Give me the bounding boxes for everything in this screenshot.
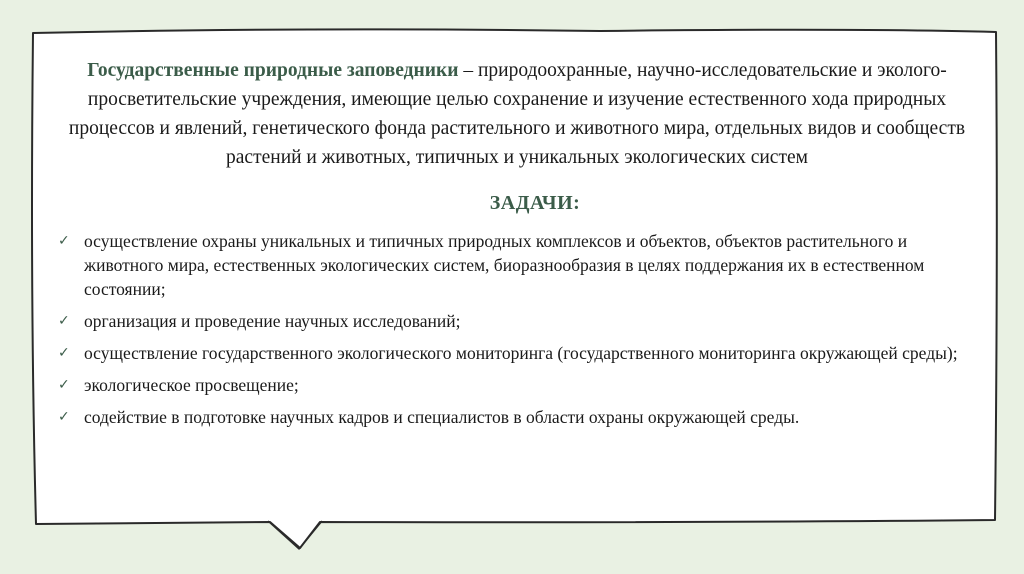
definition-term: Государственные природные заповедники	[87, 60, 459, 81]
task-item	[40, 229, 980, 301]
check-icon: ✓	[58, 377, 70, 393]
task-item	[40, 309, 980, 333]
check-icon: ✓	[58, 409, 70, 425]
check-icon: ✓	[58, 233, 70, 249]
task-text: содействие в подготовке научных кадров и специалистов в области охраны окружающей среды.	[84, 407, 800, 427]
task-item	[40, 341, 980, 365]
check-icon: ✓	[58, 313, 70, 329]
slide-content	[40, 56, 980, 437]
task-item	[40, 405, 980, 429]
check-icon: ✓	[58, 345, 70, 361]
task-item	[40, 373, 980, 397]
definition-paragraph	[62, 56, 972, 172]
definition-text: – природоохранные, научно-исследовательские и эколого-просветительские учреждения, имеющие целью сохранение и изучение естественного хода природных процессов и явлений, генетического фонда растительного и животного мира, отдельных видов и сообществ растений и животных, типичных и уникальных экологических систем	[68, 60, 966, 168]
tasks-heading: ЗАДАЧИ:	[489, 192, 581, 214]
task-list	[40, 229, 980, 429]
task-text: организация и проведение научных исследований;	[84, 311, 461, 331]
task-text: осуществление охраны уникальных и типичных природных комплексов и объектов, объектов растительного и животного мира, естественных экологических систем, биоразнообразия в целях поддержания их в естественном состоянии;	[84, 231, 925, 299]
task-text: осуществление государственного экологического мониторинга (государственного мониторинга окружающей среды);	[84, 343, 958, 363]
task-text: экологическое просвещение;	[84, 375, 299, 395]
